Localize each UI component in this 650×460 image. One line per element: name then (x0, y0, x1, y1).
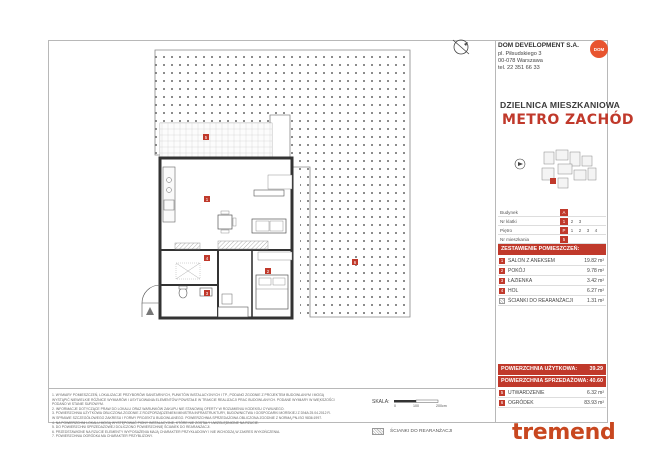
floor-plan (120, 45, 420, 345)
notes-divider (48, 388, 495, 389)
info-row-apartment: Nr mieszkania 5 (498, 235, 606, 244)
entry-door (142, 285, 160, 303)
extra-row: 6 OGRÓDEK 83.93 m² (498, 398, 606, 408)
plan-label-6: 6 (353, 260, 357, 265)
svg-text:100: 100 (413, 404, 419, 408)
rearrangement-wall (218, 241, 268, 249)
tv-cabinet (254, 190, 284, 196)
svg-text:200cm: 200cm (436, 404, 447, 408)
extra-row: 5 UTWARDZENIE 6.32 m² (498, 388, 606, 398)
dining-table (218, 215, 232, 229)
info-row-stairwell: Nr klatki 1 2 3 (498, 217, 606, 226)
site-minimap (498, 134, 606, 204)
info-row-building: Budynek A (498, 208, 606, 217)
info-row-floor: Piętro P 1 2 3 4 (498, 226, 606, 235)
bed (256, 275, 288, 309)
panel-divider (495, 40, 496, 423)
developer-address-2: 00-078 Warszawa (498, 58, 543, 64)
room-row: 3 ŁAZIENKA 3.42 m² (498, 276, 606, 286)
developer-address-1: pl. Piłsudskiego 3 (498, 51, 542, 57)
plan-label-2: 2 (266, 269, 270, 274)
svg-text:0: 0 (394, 404, 396, 408)
tremend-logo: tremend (512, 420, 616, 445)
sale-area-row: POWIERZCHNIA SPRZEDAŻOWA: 40.60 (498, 376, 606, 387)
bathtub (218, 307, 248, 317)
estate-name-line1: DZIELNICA MIESZKANIOWA (500, 100, 621, 110)
scale-bar (392, 398, 462, 408)
room-row: 1 SALON Z ANEKSEM 19.82 m² (498, 256, 606, 266)
estate-name-line2: METRO ZACHÓD (502, 112, 634, 128)
toilet (179, 288, 187, 298)
room-row: 2 POKÓJ 9.78 m² (498, 266, 606, 276)
room-row-rearrangement: ŚCIANKI DO REARANŻACJI 1.31 m² (498, 296, 606, 306)
plan-label-1: 1 (205, 197, 209, 202)
plan-label-3: 3 (205, 291, 209, 296)
room-row: 4 HOL 6.27 m² (498, 286, 606, 296)
compass-icon (450, 36, 472, 58)
legend-hatch-icon (372, 428, 384, 435)
developer-phone: tel. 22 351 66 33 (498, 65, 540, 71)
legal-notes: 1. WYMIARY POMIESZCZEŃ, LOKALIZACJE PRZYBORÓW SANITARNYCH, PUNKTÓW INSTALACYJNYCH I TP., PODANO ZGODNIE Z PROJEKTEM BUDOWLANYM I MOGĄ WYSTĄPIĆ NIEWIELKIE RÓŻNICE WYMIARÓW I USYTUOWANIA ELEMENTÓW POWSTAŁE W TRAKCIE REALIZACJI PRAC BUDOWLANYCH. PODANE WYMIARY W WIĘKSZOŚCI PODANO W STANIE SUROWYM. 2. INFORMACJE DOTYCZĄCE PRAW DO LOKALU ORAZ WARUNKÓW ZAKUPU NIE STANOWIĄ OFERTY W ROZUMIENIU KODEKSU CYWILNEGO. 3. POWIERZCHNIA UŻYTKOWA OBLICZONA ZGODNIE Z ROZPORZĄDZENIEM MINISTRA INFRASTRUKTURY, BUDOWNICTWA I GOSPODARKI MORSKIEJ Z DNIA 25.04.2012 R. W SPRAWIE SZCZEGÓŁOWEGO ZAKRESU I FORMY PROJEKTU BUDOWLANEGO. POWIERZCHNIA SPRZEDAŻOWA OBLICZONA ZGODNIE Z NORMĄ PN-ISO 9836:1997. 4. NA POWIERZCHNI LOKALU MOGĄ WYSTĘPOWAĆ PIONY INSTALACYJNE, KTÓRE NIE ZOSTAŁY UWZGLĘDNIONE NA RZUCIE. 5. DO POWIERZCHNI SPRZEDAŻOWEJ DOLICZONO POWIERZCHNIĘ ŚCIANEK DO REARANŻACJI. 6. PRZEDSTAWIONE NA RZUCIE ELEMENTY WYPOSAŻENIA MAJĄ CHARAKTER PRZYKŁADOWY I NIE WCHODZĄ W ZAKRES WYKOŃCZENIA. 7. POWIERZCHNIA OGRÓDKA MA CHARAKTER PRZYBLIŻONY. (52, 393, 335, 439)
scale-label: SKALA: (372, 399, 390, 405)
plan-label-5: 5 (204, 135, 208, 140)
building-cell: A (560, 209, 568, 216)
legend-text: ŚCIANKI DO REARANŻACJI (390, 429, 453, 434)
usable-area-row: POWIERZCHNIA UŻYTKOWA: 39.29 (498, 364, 606, 375)
kitchen-counter (163, 167, 175, 222)
dom-logo: DOM (590, 40, 608, 58)
developer-name: DOM DEVELOPMENT S.A. (498, 42, 579, 49)
plan-label-4: 4 (205, 256, 209, 261)
rooms-header: ZESTAWIENIE POMIESZCZEŃ: (498, 244, 606, 255)
hatch-swatch-icon (499, 298, 505, 304)
